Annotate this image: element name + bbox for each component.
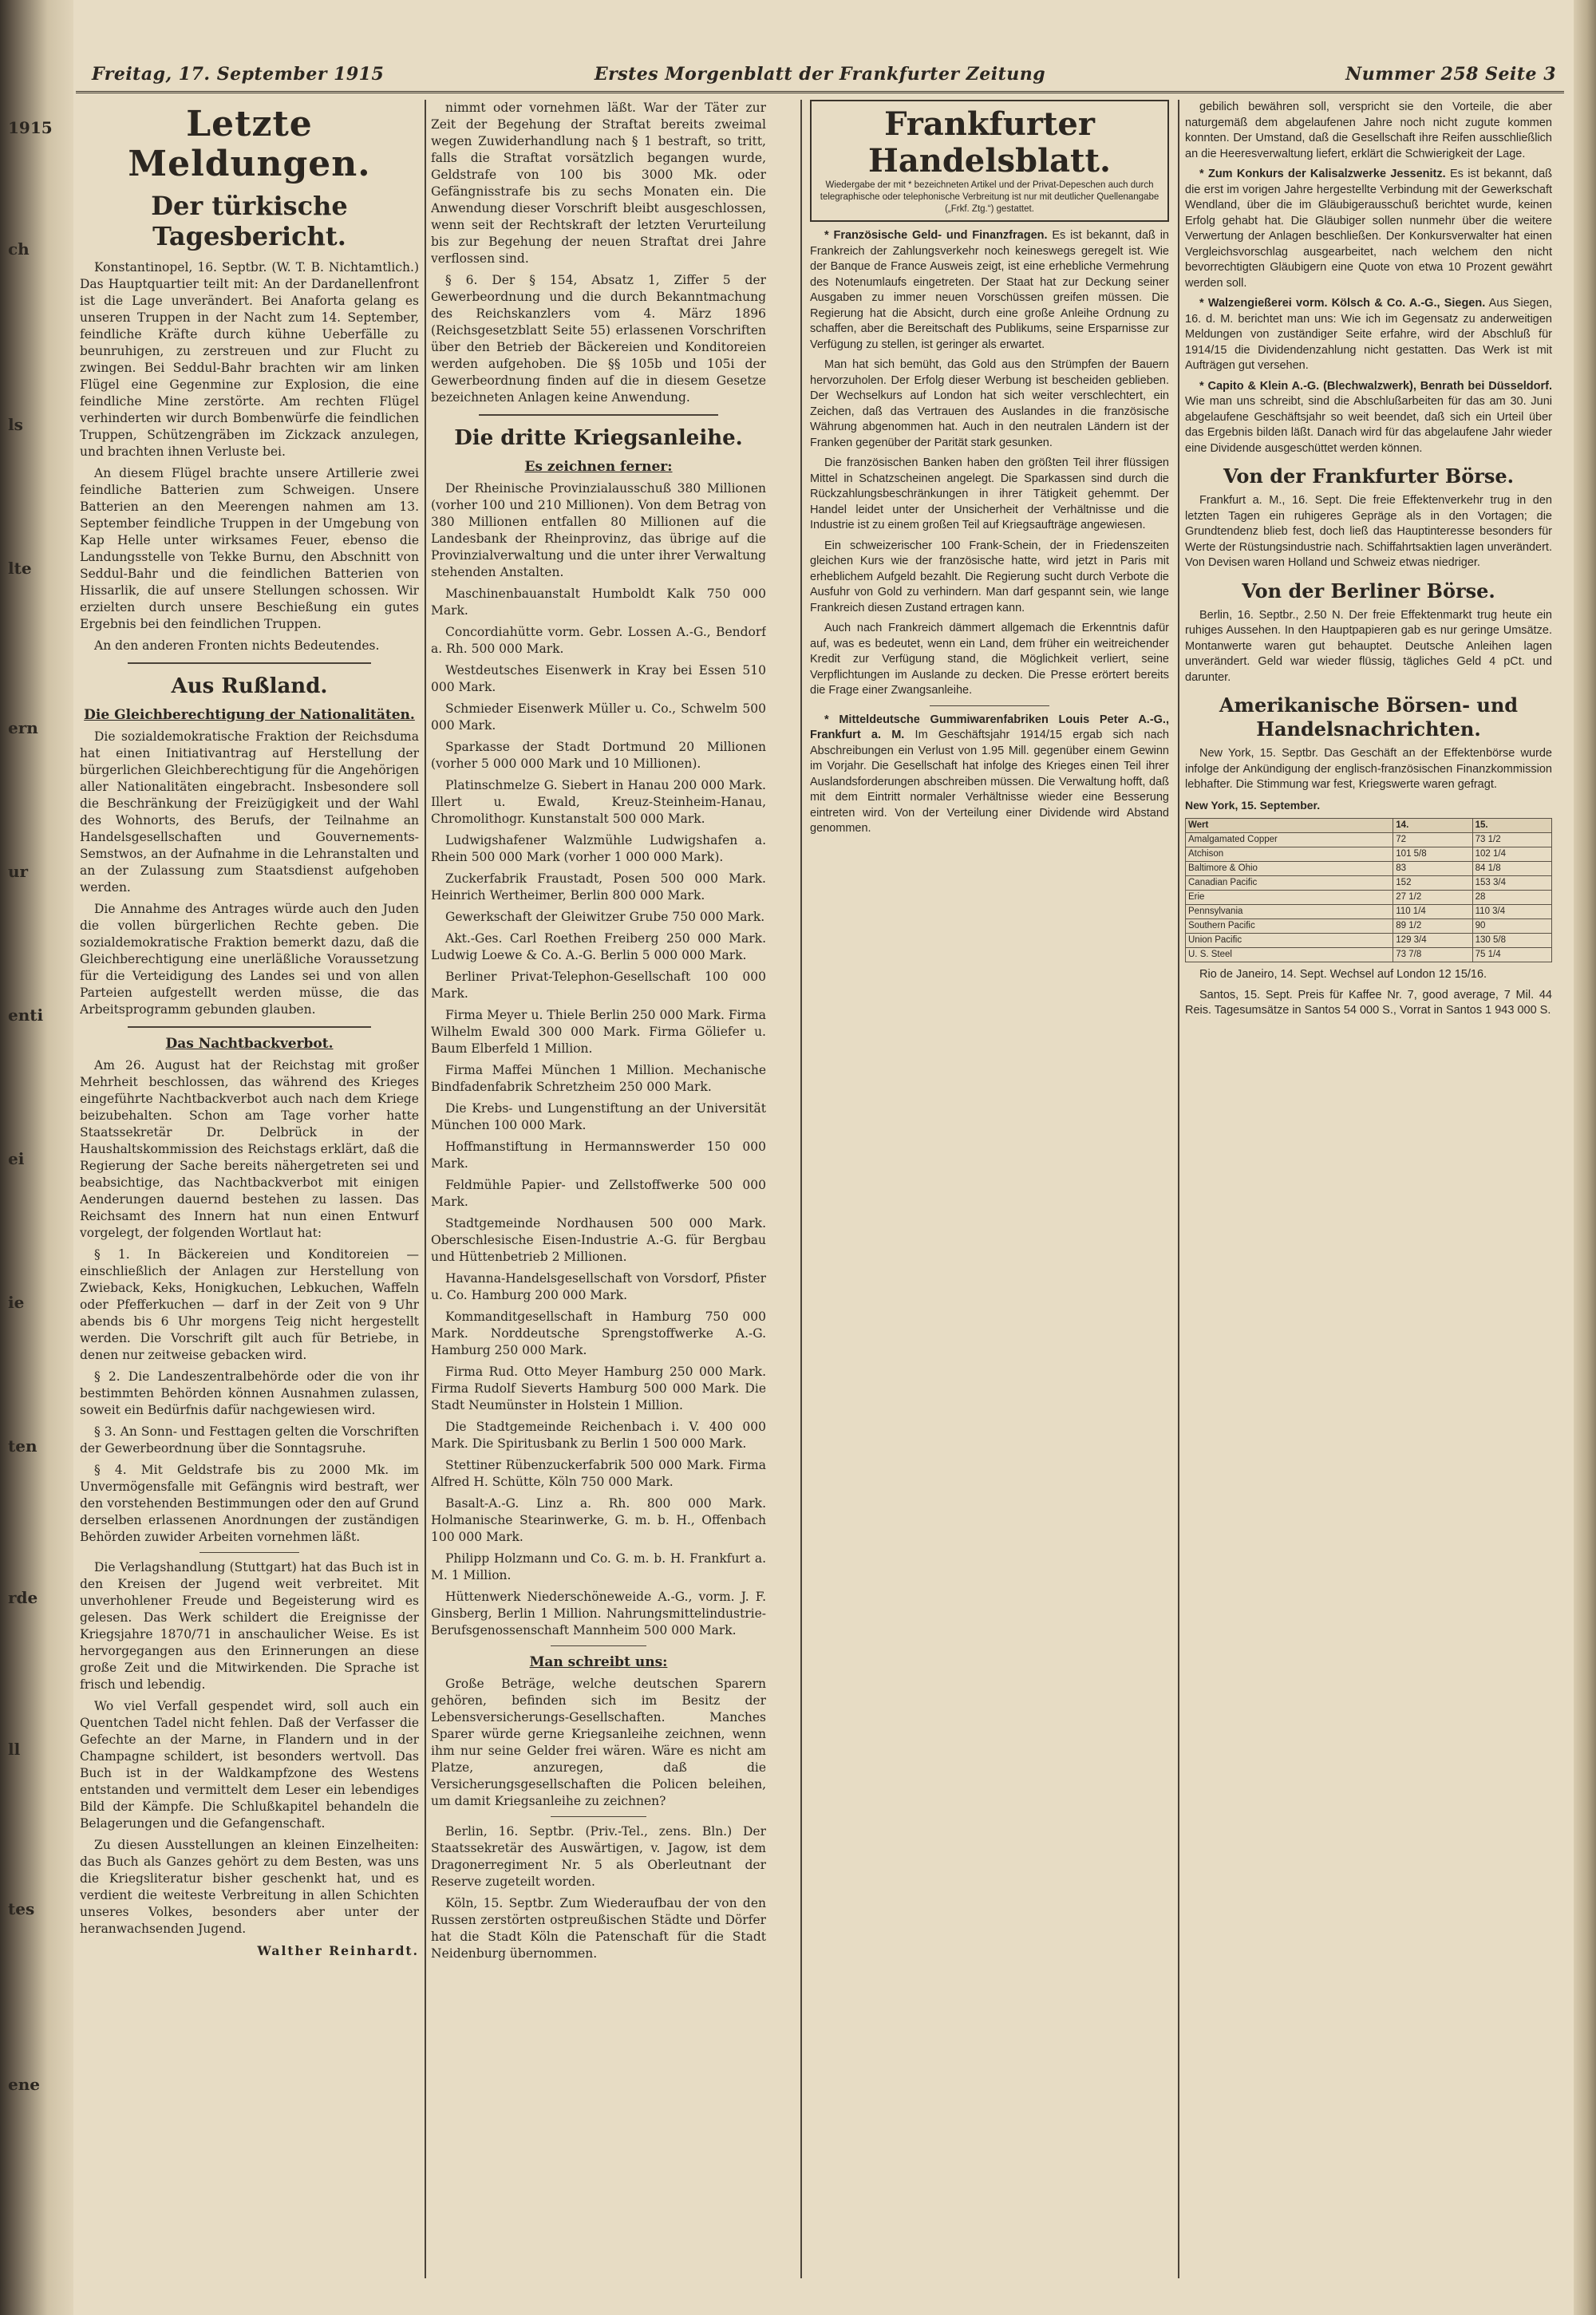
table-header: 15. <box>1472 819 1551 833</box>
subscription-entry: Hoffmanstiftung in Hermannswerder 150 000 Mark. <box>431 1140 766 1171</box>
article-subtitle: Die Gleichberechtigung der Nationalitäten. <box>84 707 415 723</box>
table-cell: 101 5/8 <box>1393 847 1472 862</box>
table-cell: 83 <box>1393 862 1472 876</box>
table-cell: 75 1/4 <box>1472 948 1551 962</box>
gutter-fragment: ei <box>8 1149 25 1168</box>
article-paragraph: gebilich bewähren soll, verspricht sie den Vorteile, die aber naturgemäß dem abgelaufenen Jahre noch nicht zugute kommen konnten. Der Umstand, daß die Gesellschaft ihre Reifen ausschließlich an die Heeresverwaltung liefert, erklärt die Schwierigkeit der Lage. <box>1185 101 1552 160</box>
divider <box>200 1552 299 1553</box>
business-section-header <box>810 100 1169 222</box>
subscription-entry: Westdeutsches Eisenwerk in Kray bei Essen 510 000 Mark. <box>431 663 766 694</box>
table-row <box>1186 862 1552 876</box>
article-paragraph: Zu diesen Ausstellungen an kleinen Einzelheiten: das Buch als Ganzes gehört zu dem Besten, was uns die Kriegsliteratur bisher geschenkt hat, und es verdient die weiteste Verbreitung in allen Schichten unseres Volkes, besonders aber unter der heranwachsenden Jugend. <box>80 1838 419 1936</box>
table-cell: 129 3/4 <box>1393 934 1472 948</box>
subscription-entry: Ludwigshafener Walzmühle Ludwigshafen a. Rhein 500 000 Mark (vorher 1 000 000 Mark). <box>431 833 766 864</box>
divider <box>930 705 1049 706</box>
article-paragraph: Wo viel Verfall gespendet wird, soll auch ein Quentchen Tadel nicht fehlen. Daß der Verfasser die Gefechte an der Marne, in Flandern und in der Champagne schildert, ist besonders wertvoll. Das Buch ist in der Waldkampfzone des Westens entstanden und vermittelt dem Leser ein lebendiges Bild der Kämpfe. Die Schlußkapitel behandeln die Belagerungen und die Gefangenschaft. <box>80 1699 419 1831</box>
table-cell: 73 7/8 <box>1393 948 1472 962</box>
gutter-fragment: ene <box>8 2075 40 2094</box>
article-lead: * Walzengießerei vorm. Kölsch & Co. A.-G., Siegen. <box>1199 297 1486 310</box>
article-lead: * Capito & Klein A.-G. (Blechwalzwerk), Benrath bei Düsseldorf. <box>1199 379 1552 393</box>
gutter-fragment: rde <box>8 1588 38 1607</box>
table-cell: Pennsylvania <box>1186 905 1393 919</box>
reprint-notice: Wiedergabe der mit * bezeichneten Artikel und der Privat-Depeschen auch durch telegraphische oder telephonische Verbreitung ist nur mit deutlicher Quellenangabe („Frkf. Ztg.“) gestattet. <box>820 180 1159 214</box>
article-paragraph: § 4. Mit Geldstrafe bis zu 2000 Mk. im Unvermögensfalle mit Gefängnis wird bestraft, wer den vorstehenden Bestimmungen oder den auf Grund derselben erlassenen Anordnungen der zuständigen Behörden zuwider Arbeiten vornehmen läßt. <box>80 1463 419 1544</box>
subscription-entry: Philipp Holzmann und Co. G. m. b. H. Frankfurt a. M. 1 Million. <box>431 1551 766 1582</box>
article-paragraph: Santos, 15. Sept. Preis für Kaffee Nr. 7, good average, 7 Mil. 44 Reis. Tagesumsätze in Santos 54 000 S., Vorrat in Santos 1 943 000 S. <box>1185 988 1552 1017</box>
table-cell: 27 1/2 <box>1393 891 1472 905</box>
column-rule <box>800 100 802 2278</box>
article-paragraph: Auch nach Frankreich dämmert allgemach die Erkenntnis dafür auf, was es bedeutet, wenn ein Land, dem früher ein weitreichender Kredit zur Verfügung stand, die Möglichkeit verliert, seine Verpflichtungen im Auslande zu decken. Die Presse erörtert bereits die Frage einer Zwangsanleihe. <box>810 622 1169 697</box>
article-paragraph: Konstantinopel, 16. Septbr. (W. T. B. Nichtamtlich.) Das Hauptquartier teilt mit: An der Dardanellenfront ist die Lage unverändert. Bei Anaforta gelang es unseren Truppen in der Nacht zum 14. September, feindliche Kräfte durch kühne Ueberfälle zu beunruhigen, zu zerstreuen und zur Flucht zu zwingen. Bei Seddul-Bahr brachten wir am linken Flügel eine Gegenmine zur Explosion, die eine feindliche Mine zerstörte. Am rechten Flügel verhinderten wir durch Bombenwürfe die feindlichen Truppen, Schützengräben im Zickzack anzulegen, und brachten ihnen Verluste bei. <box>80 260 419 459</box>
market-quotes-table <box>1185 818 1552 962</box>
divider <box>479 414 718 416</box>
article-title-war-loan: Die dritte Kriegsanleihe. <box>454 426 743 450</box>
article-paragraph: Wie man uns schreibt, sind die Abschlußarbeiten für das am 30. Juni abgelaufene Geschäftsjahr so weit beendet, daß sich ein Urteil über das Ergebnis bilden läßt. Danach wird für das abgelaufene Jahr wieder eine Dividende ausgeschüttet werden können. <box>1185 395 1552 455</box>
column-rule <box>1178 100 1179 2278</box>
article-lead: * Französische Geld- und Finanzfragen. <box>824 229 1048 242</box>
gutter-fragment: lte <box>8 559 32 578</box>
article-paragraph: Die französischen Banken haben den größten Teil ihrer flüssigen Mittel in Schatzscheinen angelegt. Die Sparkassen sind durch die Rückzahlungsbeschränkungen in ihrer Tätigkeit gehemmt. Der Handel leidet unter der Unsicherheit der Verhältnisse und die Industrie ist zu einem großen Teil auf Kriegsaufträge angewiesen. <box>810 456 1169 531</box>
article-title-night-baking: Das Nachtbackverbot. <box>165 1036 334 1052</box>
article-title-turkish-report: Der türkische Tagesbericht. <box>151 191 348 251</box>
section-heading-latest-news: Letzte Meldungen. <box>128 104 371 184</box>
subscription-entry: Firma Rud. Otto Meyer Hamburg 250 000 Mark. Firma Rudolf Sieverts Hamburg 500 000 Mark. Die Stadt Neumünster in Holstein 1 Million. <box>431 1365 766 1412</box>
article-paragraph: New York, 15. Septbr. Das Geschäft an der Effektenbörse wurde infolge der Ankündigung der englisch-französischen Finanzkommission lebhafter. Die Stimmung war fest, Kriegswerte waren gefragt. <box>1185 747 1552 791</box>
subscription-entry: Akt.-Ges. Carl Roethen Freiberg 250 000 Mark. Ludwig Loewe & Co. A.-G. Berlin 5 000 000 Mark. <box>431 931 766 962</box>
gutter-fragment: ur <box>8 862 29 881</box>
article-paragraph: Ein schweizerischer 100 Frank-Schein, der in Friedenszeiten gleichen Kurs wie der französische hatte, wird jetzt in Paris mit erheblichem Aufgeld bezahlt. Die Regierung sucht durch Verbote die Ausfuhr von Gold zu verhindern. Man darf gespannt sein, wie lange Frankreich diesen Zustand ertragen kann. <box>810 539 1169 614</box>
subscription-entry: Schmieder Eisenwerk Müller u. Co., Schwelm 500 000 Mark. <box>431 701 766 733</box>
subscription-entry: Basalt-A.-G. Linz a. Rh. 800 000 Mark. Holmanische Stearinwerke, G. m. b. H., Offenbach 100 000 Mark. <box>431 1496 766 1544</box>
section-heading-berlin-exchange: Von der Berliner Börse. <box>1242 579 1495 602</box>
article-paragraph: Berlin, 16. Septbr. (Priv.-Tel., zens. Bln.) Der Staatssekretär des Auswärtigen, v. Jagow, ist dem Dragonerregiment Nr. 5 als Oberleutnant der Reserve zugeteilt worden. <box>431 1824 766 1889</box>
divider <box>551 1816 646 1817</box>
gutter-fragment: tes <box>8 1899 35 1918</box>
table-row <box>1186 934 1552 948</box>
table-cell: Canadian Pacific <box>1186 876 1393 891</box>
issue-date: Freitag, 17. September 1915 <box>92 64 385 85</box>
binding-gutter <box>0 0 73 2315</box>
article-paragraph: § 2. Die Landeszentralbehörde oder die von ihr bestimmten Behörden können Ausnahmen zulassen, soweit ein Bedürfnis dafür nachgewiesen wird. <box>80 1369 419 1417</box>
article-paragraph: Frankfurt a. M., 16. Sept. Die freie Effektenverkehr trug in den letzten Tagen ein ruhigeres Gepräge als in den Vortagen; die Grundtendenz blieb fest, doch ließ das Hauptinteresse besonders für Werte der Rüstungsindustrie nach. Schiffahrtsaktien lagen unverändert. Von Devisen waren Holland und Schweiz etwas niedriger. <box>1185 494 1552 569</box>
article-lead: * Zum Konkurs der Kalisalzwerke Jessenitz. <box>1199 168 1446 180</box>
table-cell: Atchison <box>1186 847 1393 862</box>
subscription-entry: Stadtgemeinde Nordhausen 500 000 Mark. Oberschlesische Eisen-Industrie A.-G. für Bergbau und Hüttenbetrieb 2 Millionen. <box>431 1216 766 1264</box>
table-cell: 73 1/2 <box>1472 833 1551 847</box>
table-cell: 28 <box>1472 891 1551 905</box>
subscription-entry: Gewerkschaft der Gleiwitzer Grube 750 000 Mark. <box>445 910 765 924</box>
subscription-entry: Firma Maffei München 1 Million. Mechanische Bindfadenfabrik Schretzheim 250 000 Mark. <box>431 1063 766 1094</box>
table-row <box>1186 919 1552 934</box>
table-cell: Southern Pacific <box>1186 919 1393 934</box>
article-paragraph: Aus Siegen, 16. d. M. berichtet man uns: Wie ich im Gegensatz zu anderweitigen Meldungen von zuständiger Seite erfahre, wird der Abschluß für 1914/15 die Dividendenzahlung nicht gestatten. Das Werk ist mit Aufträgen gut versehen. <box>1185 297 1552 372</box>
edition-title: Erstes Morgenblatt der Frankfurter Zeitung <box>594 64 1046 85</box>
subscription-entry: Berliner Privat-Telephon-Gesellschaft 100 000 Mark. <box>431 970 766 1001</box>
table-cell: 152 <box>1393 876 1472 891</box>
issue-number: Nummer 258 Seite 3 <box>1345 64 1556 85</box>
gutter-fragment: ch <box>8 239 30 259</box>
subscription-entry: Platinschmelze G. Siebert in Hanau 200 000 Mark. Illert u. Ewald, Kreuz-Steinheim-Hanau, Chromolithogr. Kunstanstalt 500 000 Mark. <box>431 778 766 826</box>
article-title-letter: Man schreibt uns: <box>529 1654 668 1670</box>
table-row <box>1186 948 1552 962</box>
article-subtitle: Es zeichnen ferner: <box>524 459 673 475</box>
page-edge <box>1574 0 1596 2315</box>
article-paragraph: Im Geschäftsjahr 1914/15 ergab sich nach Abschreibungen ein Verlust von 1.95 Mill. gegenüber einem Gewinn im Vorjahr. Die Gesellschaft hat infolge des Krieges einen Teil ihrer Auslandsforderungen abschreiben müssen. Die Verwaltung hofft, daß mit dem Eintritt normaler Verhältnisse wieder eine Besserung eintreten wird. Von der Verteilung einer Dividende wird Abstand genommen. <box>810 729 1169 835</box>
gutter-fragment: ie <box>8 1293 25 1312</box>
market-table-title: New York, 15. September. <box>1185 798 1321 812</box>
gutter-fragment: ll <box>8 1740 21 1759</box>
article-paragraph: Rio de Janeiro, 14. Sept. Wechsel auf London 12 15/16. <box>1199 968 1487 981</box>
table-cell: Erie <box>1186 891 1393 905</box>
divider <box>128 1026 371 1028</box>
article-paragraph: Man hat sich bemüht, das Gold aus den Strümpfen der Bauern hervorzuholen. Der Erfolg dieser Werbung ist bescheiden geblieben. Der Wechselkurs auf London hat sich weiter verschlechtert, ein Zeichen, daß das Vertrauen des Auslandes in die französische Währung abgenommen hat. Auch in den neutralen Ländern ist der Franken gegenüber der Parität stark gesunken. <box>810 358 1169 449</box>
section-heading-frankfurt-exchange: Von der Frankfurter Börse. <box>1223 464 1515 488</box>
divider <box>128 662 371 664</box>
article-paragraph: An den anderen Fronten nichts Bedeutendes. <box>94 638 380 653</box>
subscription-entry: Sparkasse der Stadt Dortmund 20 Millionen (vorher 5 000 000 Mark und 10 Millionen). <box>431 740 766 771</box>
subscription-entry: Die Stadtgemeinde Reichenbach i. V. 400 000 Mark. Die Spiritusbank zu Berlin 1 500 000 Mark. <box>431 1420 766 1451</box>
table-cell: 110 3/4 <box>1472 905 1551 919</box>
subscription-entry: Der Rheinische Provinzialausschuß 380 Millionen (vorher 100 und 210 Millionen). Von dem Betrag von 380 Millionen entfallen 80 Millionen auf die Landesbank der Rheinprovinz, das übrige auf die Provinzialverwaltung und die unter ihrer Verwaltung stehenden Anstalten. <box>431 481 766 579</box>
table-cell: 102 1/4 <box>1472 847 1551 862</box>
subscription-entry: Kommanditgesellschaft in Hamburg 750 000 Mark. Norddeutsche Sprengstoffwerke A.-G. Hamburg 250 000 Mark. <box>431 1310 766 1357</box>
table-row <box>1186 891 1552 905</box>
table-cell: 90 <box>1472 919 1551 934</box>
article-paragraph: Die Annahme des Antrages würde auch den Juden die vollen bürgerlichen Rechte geben. Die sozialdemokratische Fraktion bemerkt dazu, daß die Gleichberechtigung eine unerläßliche Voraussetzung für die Verteidigung des Landes sei und von allen Parteien aufgestellt werden müsse, die das Arbeitsprogramm gebunden glauben. <box>80 902 419 1017</box>
table-row <box>1186 905 1552 919</box>
table-cell: Union Pacific <box>1186 934 1393 948</box>
table-cell: Baltimore & Ohio <box>1186 862 1393 876</box>
article-paragraph: Die sozialdemokratische Fraktion der Reichsduma hat einen Initiativantrag auf Herstellung der bürgerlichen Gleichberechtigung für die Angehörigen aller Nationalitäten eingebracht. Insbesondere soll die Beschränkung der Freizügigkeit und der Wahl des Wohnorts, des Berufs, der Teilnahme an Handelsgesellschaften und Gouvernements-Semstwos, an der Aufnahme in die Lehranstalten und an der Zulassung zum Staatsdienst aufgehoben werden. <box>80 729 419 895</box>
subscription-entry: Concordiahütte vorm. Gebr. Lossen A.-G., Bendorf a. Rh. 500 000 Mark. <box>431 625 766 656</box>
table-row <box>1186 847 1552 862</box>
subscription-entry: Feldmühle Papier- und Zellstoffwerke 500 000 Mark. <box>431 1178 766 1209</box>
article-paragraph: Am 26. August hat der Reichstag mit großer Mehrheit beschlossen, das während des Krieges eingeführte Nachtbackverbot auch nach dem Kriege beizubehalten. Schon am Tage vorher hatte Staatssekretär Dr. Delbrück in der Haushaltskommission des Reichstags erklärt, daß die Regierung der Sache bereits nähergetreten sei und beabsichtige, das Nachtbackverbot mit einigen Aenderungen dauernd bestehen zu lassen. Das Reichsamt des Innern hat nun einen Entwurf vorgelegt, der folgenden Wortlaut hat: <box>80 1058 419 1240</box>
table-row <box>1186 833 1552 847</box>
subscription-entry: Stettiner Rübenzuckerfabrik 500 000 Mark. Firma Alfred H. Schütte, Köln 750 000 Mark. <box>431 1458 766 1489</box>
article-title-russia: Aus Rußland. <box>171 674 328 698</box>
masthead <box>76 62 1564 93</box>
article-paragraph: Die Verlagshandlung (Stuttgart) hat das Buch ist in den Kreisen der Jugend weit verbreitet. Mit unverhohlener Freude und Begeisterung wird es gelesen. Das Werk schildert die Ereignisse der Kriegsjahre 1870/71 in anschaulicher Weise. Es ist hervorgegangen aus den Erinnerungen an diese große Zeit und die Mitwirkenden. Die Sprache ist frisch und lebendig. <box>80 1560 419 1692</box>
article-paragraph: Es ist bekannt, daß die erst im vorigen Jahre hergestellte Verbindung mit der Gewerkschaft Wendland, über die im Gläubigerausschuß berichtet wurde, keinen Erfolg gehabt hat. Die Gläubiger sollen nunmehr über die weitere Verwertung der Anlagen beschließen. Der Konkursverwalter hat einen Vergleichsvorschlag ausgearbeitet, nach welchem den nicht bevorrechtigten Gläubigern eine Quote von etwa 10 Prozent gewährt werden soll. <box>1185 168 1552 290</box>
table-cell: 110 1/4 <box>1393 905 1472 919</box>
article-paragraph: § 6. Der § 154, Absatz 1, Ziffer 5 der Gewerbeordnung und die durch Bekanntmachung des Reichskanzlers vom 4. März 1896 (Reichsgesetzblatt Seite 55) erlassenen Vorschriften über den Betrieb der Bäckereien und Konditoreien werden aufgehoben. Die §§ 105b und 105i der Gewerbeordnung finden auf die in diesem Gesetze bezeichneten Anlagen keine Anwendung. <box>431 273 766 405</box>
gutter-fragment: ten <box>8 1436 38 1456</box>
table-cell: 153 3/4 <box>1472 876 1551 891</box>
subscription-entry: Maschinenbauanstalt Humboldt Kalk 750 000 Mark. <box>431 587 766 618</box>
article-lead: * Mitteldeutsche Gummiwarenfabriken Louis Peter A.-G., Frankfurt a. M. <box>810 713 1169 741</box>
gutter-fragment: ern <box>8 718 38 737</box>
gutter-fragment: enti <box>8 1005 44 1025</box>
table-cell: 72 <box>1393 833 1472 847</box>
article-paragraph: § 1. In Bäckereien und Konditoreien — einschließlich der Anlagen zur Herstellung von Zwieback, Keks, Honigkuchen, Lebkuchen, Waffeln oder Pfefferkuchen — darf in der Zeit von 9 Uhr abends bis 6 Uhr morgens Teig nicht hergestellt werden. Die Vorschrift gilt auch für Betriebe, in denen nur zeitweise gebacken wird. <box>80 1247 419 1362</box>
table-cell: U. S. Steel <box>1186 948 1393 962</box>
table-row <box>1186 876 1552 891</box>
article-paragraph: An diesem Flügel brachte unsere Artillerie zwei feindliche Batterien zum Schweigen. Unsere Batterien an den Meerengen nahmen am 13. September feindliche Truppen in der Umgebung von Kap Helle unter wirksames Feuer, ebenso die Landungsstelle von Tekke Burnu, den Abschnitt von Seddul-Bahr und die feindlichen Batterien von Hissarlik, die auf unsere Stellungen schossen. Wir erzielten durch unsere Beschießung ein gutes Ergebnis bei den feindlichen Truppen. <box>80 466 419 631</box>
article-paragraph: Köln, 15. Septbr. Zum Wiederaufbau der von den Russen zerstörten ostpreußischen Städte und Dörfer hat die Stadt Köln die Patenschaft für die Stadt Neidenburg übernommen. <box>431 1896 766 1961</box>
subscription-entry: Hüttenwerk Niederschöneweide A.-G., vorm. J. F. Ginsberg, Berlin 1 Million. Nahrungsmittelindustrie-Berufsgenossenschaft Mannheim 500 000 Mark. <box>431 1590 766 1637</box>
gutter-fragment: 1915 <box>8 118 53 137</box>
column-4 <box>1185 100 1552 2278</box>
table-cell: 89 1/2 <box>1393 919 1472 934</box>
divider <box>551 1645 646 1646</box>
table-cell: 84 1/8 <box>1472 862 1551 876</box>
section-heading-american-markets: Amerikanische Börsen- und Handelsnachrichten. <box>1219 693 1519 741</box>
table-cell: 130 5/8 <box>1472 934 1551 948</box>
article-paragraph: § 3. An Sonn- und Festtagen gelten die Vorschriften der Gewerbeordnung über die Sonntagsruhe. <box>80 1424 419 1456</box>
subscription-entry: Firma Meyer u. Thiele Berlin 250 000 Mark. Firma Wilhelm Ewald 300 000 Mark. Firma Göliefer u. Baum Elberfeld 1 Million. <box>431 1008 766 1056</box>
column-1 <box>80 100 419 2278</box>
article-paragraph: Es ist bekannt, daß in Frankreich der Zahlungsverkehr noch keineswegs geregelt ist. Wie der Banque de France Ausweis zeigt, ist eine erhebliche Vermehrung des Notenumlaufs eingetreten. Der Staat hat zur Deckung seiner Ausgaben zu immer neuen Vorschüssen greifen müssen. Die Regierung hat die Absicht, durch eine große Anleihe Ordnung zu schaffen, aber die Bereitschaft des Publikums, seine Ersparnisse zur Verfügung zu stellen, ist geringer als erwartet. <box>810 229 1169 351</box>
table-header: Wert <box>1186 819 1393 833</box>
column-3 <box>810 100 1169 2278</box>
subscription-entry: Die Krebs- und Lungenstiftung an der Universität München 100 000 Mark. <box>431 1101 766 1132</box>
article-paragraph: nimmt oder vornehmen läßt. War der Täter zur Zeit der Begehung der Straftat bereits zweimal wegen Zuwiderhandlung nach § 1 bestraft, so tritt, falls die Straftat vorsätzlich begangen wurde, Geldstrafe von 100 bis 3000 Mk. oder Gefängnisstrafe bis zu sechs Monaten ein. Die Anwendung dieser Vorschrift bleibt ausgeschlossen, wenn seit der Rechtskraft der letzten Verurteilung bis zur Begehung der neuen Straftat drei Jahre verflossen sind. <box>431 101 766 266</box>
subscription-entry: Havanna-Handelsgesellschaft von Vorsdorf, Pfister u. Co. Hamburg 200 000 Mark. <box>431 1271 766 1302</box>
column-rule <box>425 100 426 2278</box>
business-section-title: Frankfurter Handelsblatt. <box>868 105 1111 180</box>
table-header: 14. <box>1393 819 1472 833</box>
subscription-entry: Zuckerfabrik Fraustadt, Posen 500 000 Mark. Heinrich Wertheimer, Berlin 800 000 Mark. <box>431 871 766 903</box>
table-cell: Amalgamated Copper <box>1186 833 1393 847</box>
author-signature: Walther Reinhardt. <box>257 1943 419 1958</box>
article-paragraph: Berlin, 16. Septbr., 2.50 N. Der freie Effektenmarkt trug heute ein ruhiges Aussehen. In den Hauptpapieren gab es nur geringe Umsätze. Montanwerte waren gut behauptet. Deutsche Anleihen lagen unverändert. Geld war wieder flüssig, tägliches Geld 4 pCt. und darunter. <box>1185 608 1552 684</box>
article-paragraph: Große Beträge, welche deutschen Sparern gehören, befinden sich im Besitz der Lebensversicherungs-Gesellschaften. Manches Sparer würde gerne Kriegsanleihe zeichnen, wenn ihm nur seine Gelder frei wären. Wäre es nicht am Platze, anzuregen, daß die Versicherungsgesellschaften die Policen beleihen, um damit Kriegsanleihe zu zeichnen? <box>431 1677 766 1808</box>
gutter-fragment: ls <box>8 415 23 434</box>
column-2 <box>431 100 766 2278</box>
